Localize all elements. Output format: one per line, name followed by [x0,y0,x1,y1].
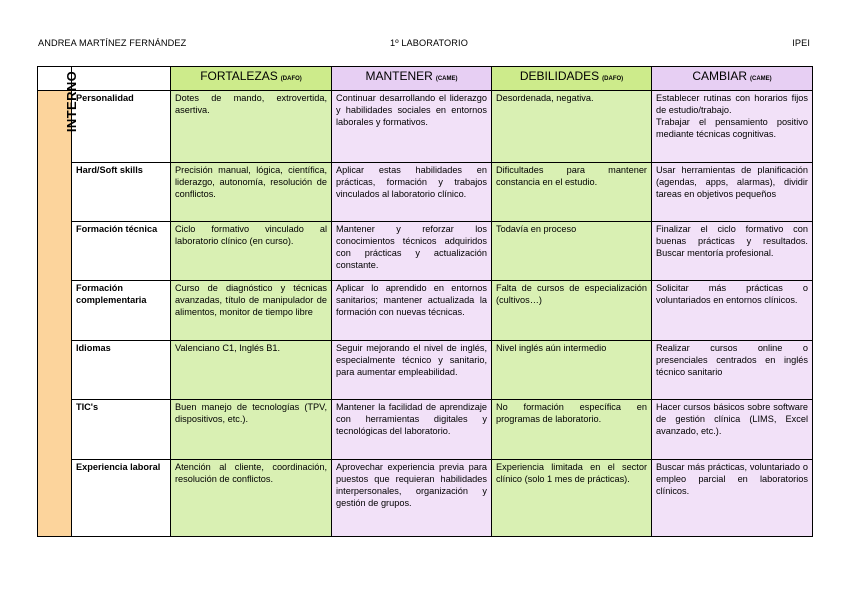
column-header-debilidades: DEBILIDADES (DAFO) [492,67,652,91]
cell-cambiar: Buscar más prácticas, voluntariado o empleo parcial en laboratorios clínicos. [652,460,813,537]
table-row [38,341,813,400]
cell-cambiar: Usar herramientas de planificación (agendas, apps, alarmas), dividir tareas en objetivos pequeños [652,163,813,222]
cell-cambiar: Hacer cursos básicos sobre software de gestión clínica (LIMS, Excel avanzado, etc.). [652,400,813,460]
cell-fortalezas: Dotes de mando, extrovertida, asertiva. [171,91,332,163]
table-header-row [38,67,813,91]
cell-debilidades: No formación específica en programas de laboratorio. [492,400,652,460]
cell-cambiar: Solicitar más prácticas o voluntariados en entornos clínicos. [652,281,813,341]
header-institution: IPEI [792,38,810,48]
cell-debilidades: Desordenada, negativa. [492,91,652,163]
cell-cambiar: Establecer rutinas con horarios fijos de estudio/trabajo. Trabajar el pensamiento positivo mediante técnicas cognitivas. [652,91,813,163]
cell-fortalezas: Curso de diagnóstico y técnicas avanzadas, título de manipulador de alimentos, monitor de tiempo libre [171,281,332,341]
cell-mantener: Aprovechar experiencia previa para puestos que requieran habilidades interpersonales, organización y gestión de grupos. [332,460,492,537]
cell-mantener: Aplicar estas habilidades en prácticas, formación y trabajos vinculados al laboratorio clínico. [332,163,492,222]
table-row [38,281,813,341]
row-category: Formación técnica [72,222,171,281]
column-header-fortalezas: FORTALEZAS (DAFO) [171,67,332,91]
table-row [38,163,813,222]
cell-debilidades: Experiencia limitada en el sector clínico (solo 1 mes de prácticas). [492,460,652,537]
cell-mantener: Aplicar lo aprendido en entornos sanitarios; mantener actualizada la formación con nuevas técnicas. [332,281,492,341]
cell-mantener: Continuar desarrollando el liderazgo y habilidades sociales en entornos laborales y formativos. [332,91,492,163]
table-row [38,91,813,163]
author-name: ANDREA MARTÍNEZ FERNÁNDEZ [38,38,187,48]
row-category: Hard/Soft skills [72,163,171,222]
row-category: TIC's [72,400,171,460]
row-category: Personalidad [72,91,171,163]
table-row [38,460,813,537]
header-empty-cell [72,67,171,91]
cell-fortalezas: Precisión manual, lógica, científica, liderazgo, autonomía, resolución de conflictos. [171,163,332,222]
header-course: 1º LABORATORIO [390,38,468,48]
cell-cambiar: Realizar cursos online o presenciales centrados en inglés técnico sanitario [652,341,813,400]
cell-debilidades: Dificultades para mantener constancia en el estudio. [492,163,652,222]
row-category: Idiomas [72,341,171,400]
cell-fortalezas: Valenciano C1, Inglés B1. [171,341,332,400]
section-label: INTERNO [64,70,80,133]
cell-mantener: Mantener y reforzar los conocimientos técnicos adquiridos con prácticas y actualización constante. [332,222,492,281]
cell-fortalezas: Buen manejo de tecnologías (TPV, dispositivos, etc.). [171,400,332,460]
cell-cambiar: Finalizar el ciclo formativo con buenas prácticas y resultados. Buscar mentoría profesional. [652,222,813,281]
cell-mantener: Seguir mejorando el nivel de inglés, especialmente técnico y sanitario, para aumentar empleabilidad. [332,341,492,400]
cell-fortalezas: Atención al cliente, coordinación, resolución de conflictos. [171,460,332,537]
column-header-cambiar: CAMBIAR (CAME) [652,67,813,91]
cell-debilidades: Falta de cursos de especialización (cultivos…) [492,281,652,341]
row-category: Experiencia laboral [72,460,171,537]
page-header [38,38,810,52]
cell-fortalezas: Ciclo formativo vinculado al laboratorio clínico (en curso). [171,222,332,281]
cell-mantener: Mantener la facilidad de aprendizaje con herramientas digitales y tecnológicas del laboratorio. [332,400,492,460]
table-row [38,222,813,281]
section-label-cell [38,70,80,537]
dafo-came-table [37,66,813,537]
row-category: Formación complementaria [72,281,171,341]
column-header-mantener: MANTENER (CAME) [332,67,492,91]
cell-debilidades: Todavía en proceso [492,222,652,281]
table-row [38,400,813,460]
cell-debilidades: Nivel inglés aún intermedio [492,341,652,400]
